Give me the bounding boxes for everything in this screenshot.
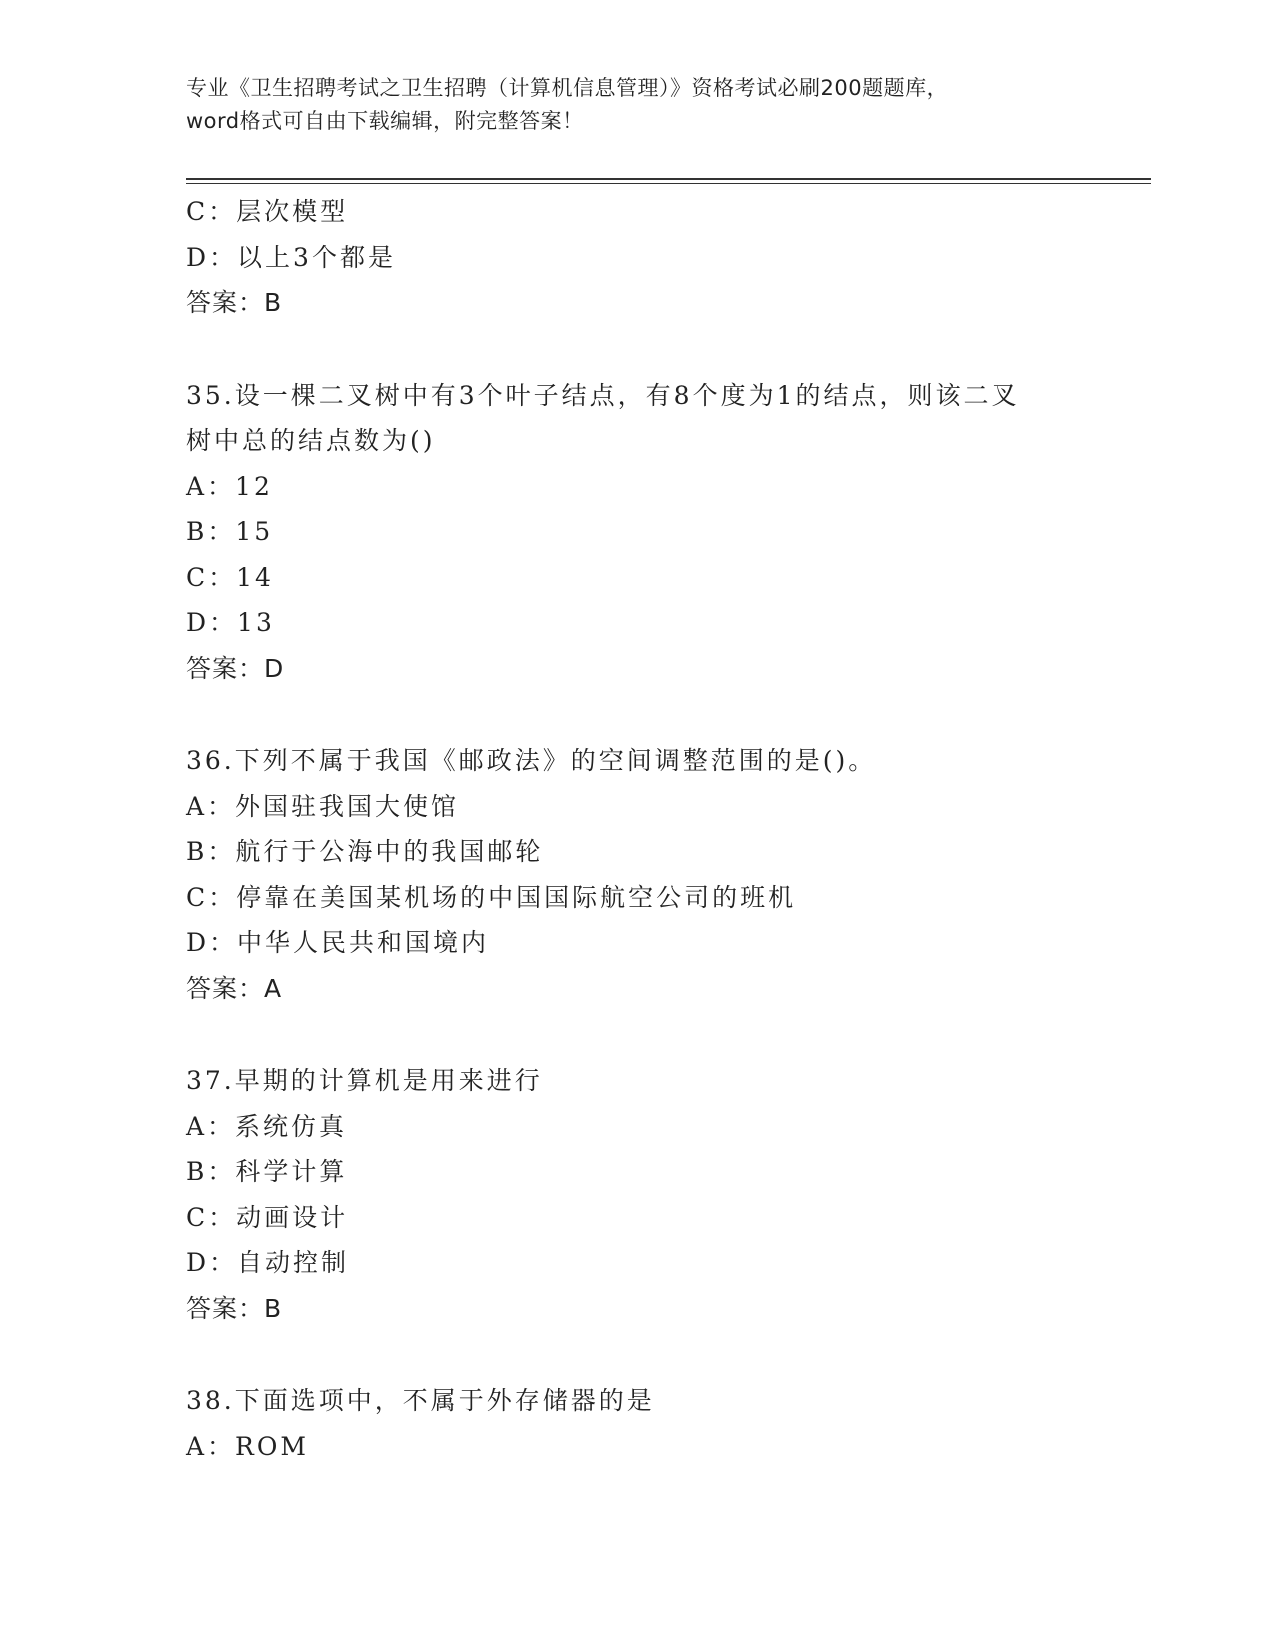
option-d: D：以上3个都是	[186, 242, 396, 272]
option-a: A：系统仿真	[186, 1111, 348, 1141]
answer-line: 答案：A	[186, 973, 283, 1003]
question-36	[186, 738, 1146, 1011]
question-content	[186, 189, 1146, 1469]
option-c: C：层次模型	[186, 197, 349, 226]
question-stem: 35.设一棵二叉树中有3个叶子结点，有8个度为1的结点，则该二叉	[186, 380, 1020, 410]
header-divider-thick	[186, 178, 1151, 180]
option-d: D：13	[186, 608, 275, 637]
option-a: A：12	[186, 471, 273, 501]
question-stem: 37.早期的计算机是用来进行	[186, 1066, 543, 1095]
question-stem: 36.下列不属于我国《邮政法》的空间调整范围的是()。	[186, 746, 877, 775]
question-38	[186, 1378, 1146, 1469]
option-c: C：14	[186, 562, 274, 592]
option-c: C：停靠在美国某机场的中国国际航空公司的班机	[186, 882, 797, 912]
option-b: B：科学计算	[186, 1157, 348, 1186]
option-a: A：外国驻我国大使馆	[186, 791, 460, 821]
answer-line: 答案：B	[186, 288, 283, 317]
answer-line: 答案：B	[186, 1293, 283, 1323]
option-d: D：中华人民共和国境内	[186, 928, 490, 957]
header-line-2: word格式可自由下载编辑，附完整答案！	[186, 109, 584, 133]
option-c: C：动画设计	[186, 1202, 349, 1232]
question-partial	[186, 189, 1146, 326]
option-b: B：15	[186, 517, 274, 546]
header-divider-thin	[186, 183, 1151, 184]
option-a: A：ROM	[186, 1431, 309, 1461]
question-stem: 38.下面选项中，不属于外存储器的是	[186, 1386, 655, 1415]
answer-line: 答案：D	[186, 653, 285, 683]
header-line-1: 专业《卫生招聘考试之卫生招聘（计算机信息管理）》资格考试必刷200题题库，	[186, 76, 949, 100]
option-b: B：航行于公海中的我国邮轮	[186, 837, 544, 866]
question-37	[186, 1058, 1146, 1331]
question-stem: 树中总的结点数为()	[186, 426, 436, 455]
document-header	[186, 72, 1086, 138]
question-35	[186, 373, 1146, 692]
option-d: D：自动控制	[186, 1248, 350, 1277]
